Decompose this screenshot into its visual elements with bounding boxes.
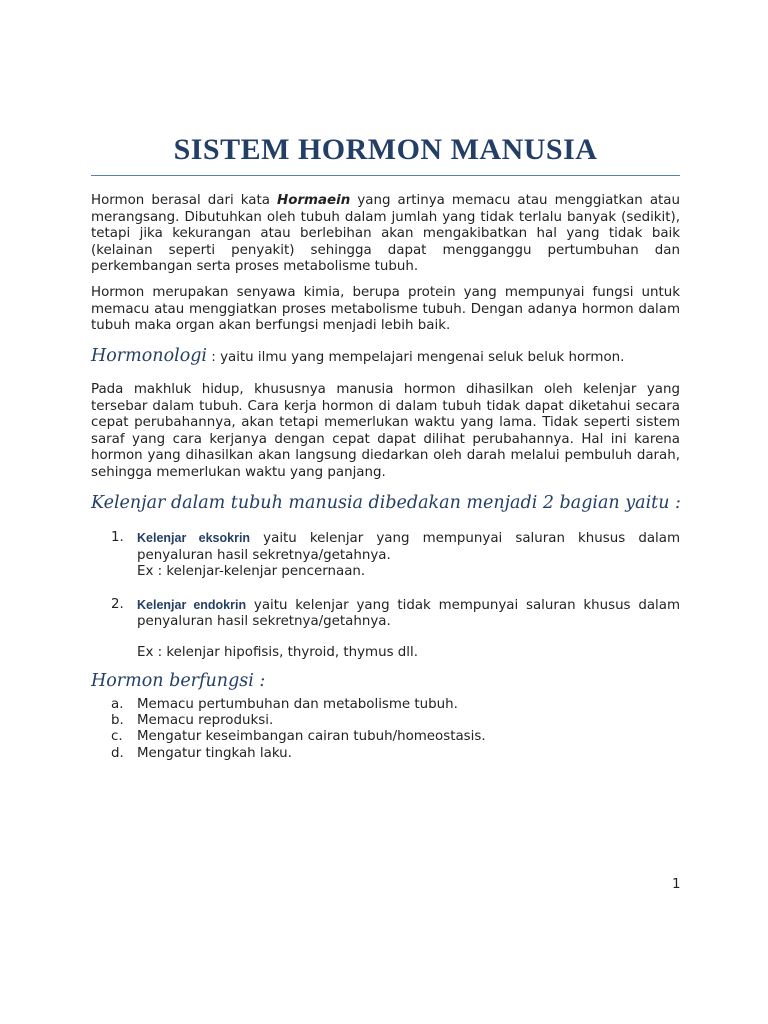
fungsi-heading-text: Hormon berfungsi : <box>91 671 266 691</box>
list-marker: c. <box>111 729 123 745</box>
kelenjar-eksokrin-description: yaitu kelenjar yang mempunyai saluran khusus dalam penyaluran hasil sekretnya/getahnya. <box>137 531 680 563</box>
kelenjar-endokrin-term: Kelenjar endokrin <box>137 597 247 612</box>
list-marker: a. <box>111 697 124 712</box>
kelenjar-endokrin-example: Ex : kelenjar hipofisis, thyroid, thymus dll. <box>137 644 419 660</box>
list-item-text: Mengatur keseimbangan cairan tubuh/homeostasis. <box>137 729 486 745</box>
list-item-body <box>137 598 680 630</box>
kelenjar-list <box>111 530 680 662</box>
fungsi-heading <box>91 671 680 691</box>
list-item-text: Mengatur tingkah laku. <box>137 745 292 761</box>
kelenjar-eksokrin-term: Kelenjar eksokrin <box>137 531 251 545</box>
intro-suffix: yang artinya memacu atau menggiatkan atau merangsang. Dibutuhkan oleh tubuh dalam jumlah yang tidak terlalu banyak (sedikit), tetapi jika kekurangan atau berlebihan akan mengakibatkan hal yang tidak baik (kelainan seperti penyakit) sehingga dapat mengganggu pertumbuhan dan perkembangan serta proses metabolisme tubuh. <box>91 193 680 275</box>
list-marker: b. <box>111 713 124 729</box>
list-item <box>111 746 680 762</box>
list-item <box>111 530 680 581</box>
fungsi-list <box>111 697 680 762</box>
hormonologi-definition <box>91 346 680 366</box>
hormon-definition-paragraph: Hormon merupakan senyawa kimia, berupa protein yang mempunyai fungsi untuk memacu atau menggiatkan proses metabolisme tubuh. Dengan adanya hormon dalam tubuh maka organ akan berfungsi menjadi lebih baik. <box>91 285 680 334</box>
hormone-mechanism-paragraph: Pada makhluk hidup, khususnya manusia hormon dihasilkan oleh kelenjar yang tersebar dalam tubuh. Cara kerja hormon di dalam tubuh tidak dapat diketahui secara cepat perubahannya, akan tetapi memerlukan waktu yang lama. Tidak seperti sistem saraf yang cara kerjanya dengan cepat dapat dilihat perubahannya. Hal ini karena hormon yang dihasilkan akan langsung diedarkan oleh darah melalui pembuluh darah, sehingga memerlukan waktu yang panjang. <box>91 382 680 480</box>
list-item <box>111 697 680 713</box>
intro-paragraph <box>91 193 680 276</box>
list-item-body <box>137 531 680 563</box>
kelenjar-endokrin-description: yaitu kelenjar yang tidak mempunyai saluran khusus dalam penyaluran hasil sekretnya/getahnya. <box>137 597 680 630</box>
hormonologi-text: : yaitu ilmu yang mempelajari mengenai seluk beluk hormon. <box>207 350 625 365</box>
list-item-text: Memacu pertumbuhan dan metabolisme tubuh. <box>137 697 458 712</box>
list-marker: d. <box>111 745 124 761</box>
page-number: 1 <box>672 877 681 892</box>
intro-prefix: Hormon berasal dari kata <box>91 193 278 208</box>
hormonologi-term: Hormonologi <box>91 346 208 366</box>
list-item-text: Memacu reproduksi. <box>137 713 274 729</box>
hormaein-term: Hormaein <box>277 193 351 208</box>
page-title: SISTEM HORMON MANUSIA <box>173 133 598 166</box>
kelenjar-heading <box>91 493 680 513</box>
kelenjar-eksokrin-example: Ex : kelenjar-kelenjar pencernaan. <box>137 564 366 580</box>
list-item <box>111 713 680 729</box>
list-item <box>111 597 680 662</box>
kelenjar-heading-text: Kelenjar dalam tubuh manusia dibedakan menjadi 2 bagian yaitu : <box>91 493 681 513</box>
list-marker: 2. <box>111 596 124 612</box>
list-item <box>111 729 680 745</box>
list-marker: 1. <box>111 530 124 545</box>
title-divider <box>91 175 680 176</box>
